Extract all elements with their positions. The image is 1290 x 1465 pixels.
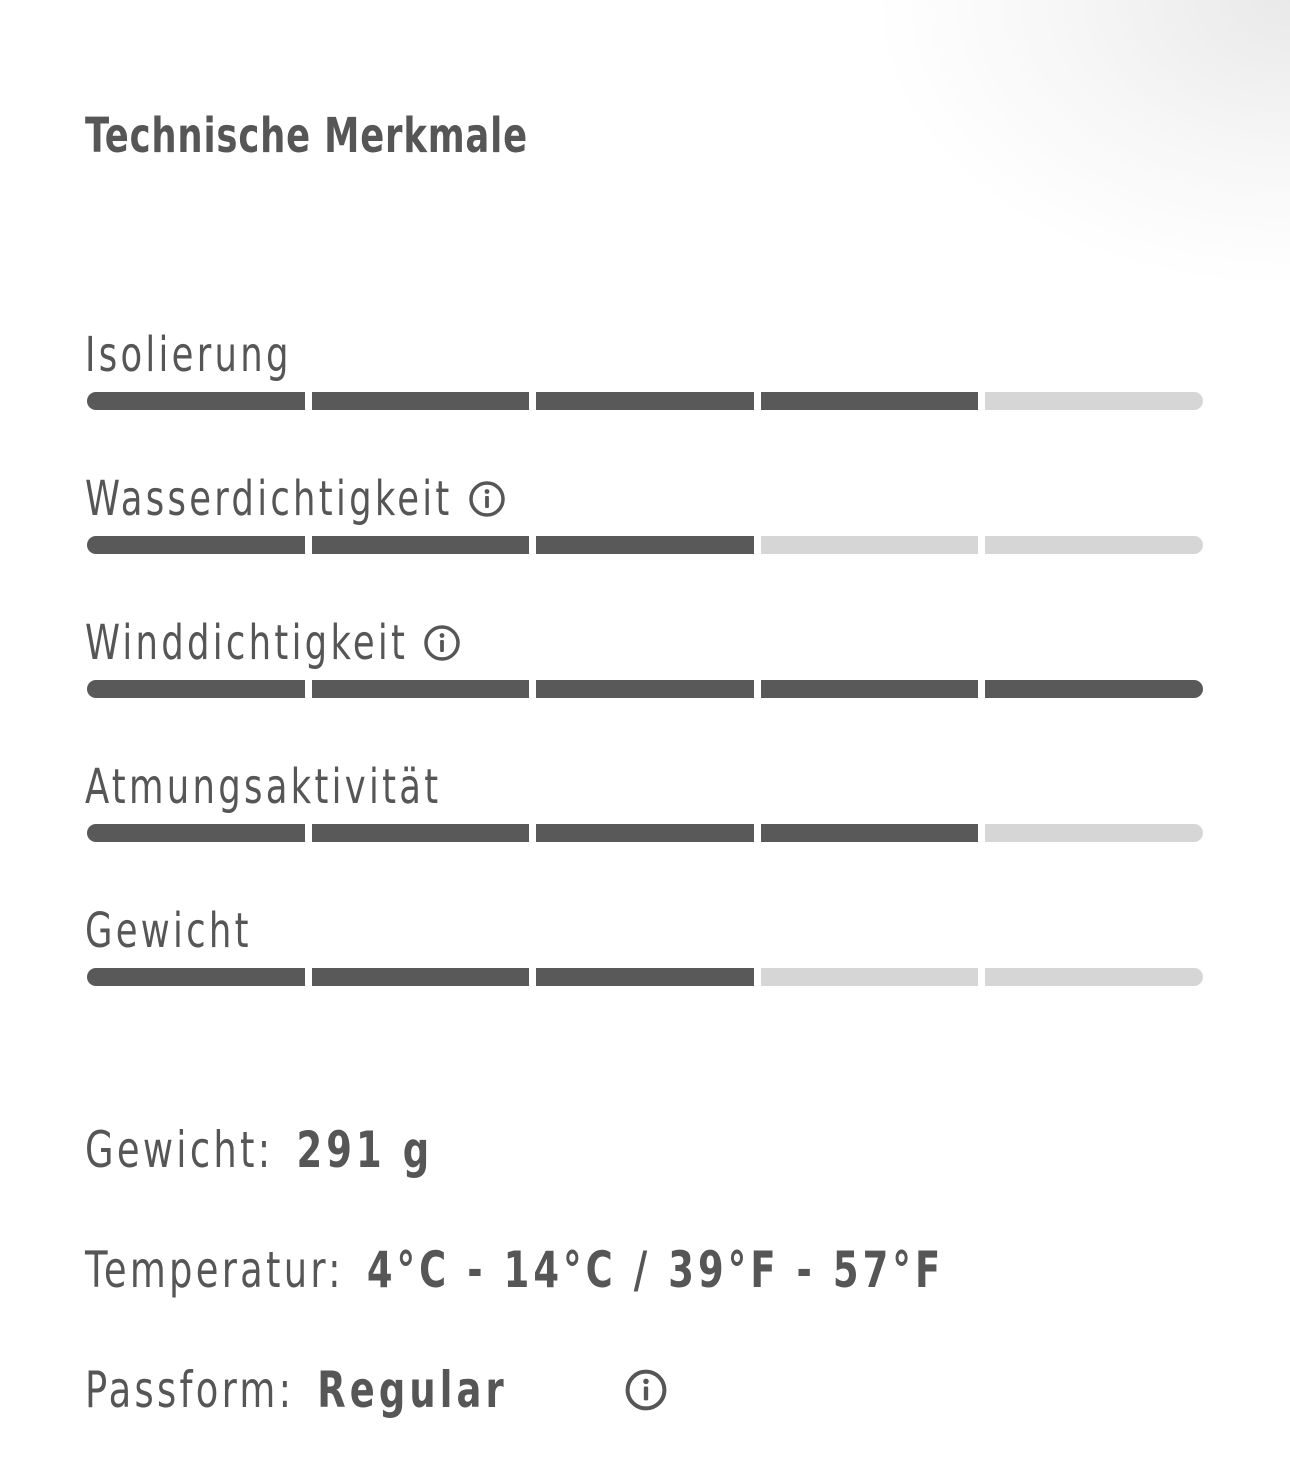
rating-segment-filled [312,968,530,986]
rating-segment-filled [761,392,979,410]
feature-label: Winddichtigkeit [85,615,409,671]
rating-segment-filled [536,680,754,698]
feature-row-atmungsaktivit-t [87,756,1203,900]
feature-row-gewicht [87,900,1203,1044]
info-circle-icon[interactable] [422,623,462,663]
spec-weight-label: Gewicht: [85,1121,274,1179]
feature-row-isolierung [87,324,1203,468]
rating-segment-filled [985,680,1203,698]
section-title: Technische Merkmale [85,108,528,164]
rating-bar [87,392,1203,410]
feature-label: Wasserdichtigkeit [85,471,453,527]
spec-weight [85,1090,1133,1210]
rating-segment-filled [312,392,530,410]
rating-segment-empty [761,536,979,554]
rating-segment-filled [536,968,754,986]
spec-temperature [85,1210,1133,1330]
spec-fit-label: Passform: [85,1361,295,1419]
spec-weight-value: 291 g [296,1121,434,1179]
info-circle-icon[interactable] [467,479,507,519]
rating-segment-filled [312,536,530,554]
feature-label: Atmungsaktivität [85,759,442,815]
rating-segment-empty [985,392,1203,410]
rating-segment-filled [536,536,754,554]
rating-segment-filled [761,680,979,698]
feature-label: Isolierung [85,327,292,383]
feature-label-row [85,612,479,674]
rating-segment-empty [985,536,1203,554]
rating-segment-filled [87,680,305,698]
rating-segment-filled [536,824,754,842]
spec-fit-value: Regular [317,1361,508,1419]
info-circle-icon[interactable] [623,1367,669,1413]
rating-segment-filled [312,680,530,698]
feature-row-winddichtigkeit [87,612,1203,756]
rating-bar [87,968,1203,986]
feature-label: Gewicht [85,903,252,959]
rating-segment-filled [87,392,305,410]
rating-segment-filled [761,824,979,842]
spec-fit [85,1330,1133,1450]
features-list [87,324,1203,1044]
rating-segment-filled [87,536,305,554]
rating-segment-empty [985,824,1203,842]
rating-segment-filled [87,968,305,986]
spec-temperature-value: 4°C - 14°C / 39°F - 57°F [366,1241,945,1299]
rating-bar [87,680,1203,698]
spec-temperature-label: Temperatur: [85,1241,344,1299]
rating-segment-filled [87,824,305,842]
feature-label-row [85,756,520,818]
rating-bar [87,536,1203,554]
rating-segment-filled [536,392,754,410]
feature-row-wasserdichtigkeit [87,468,1203,612]
specs-list [85,1090,1133,1450]
rating-segment-empty [985,968,1203,986]
feature-label-row [85,468,533,530]
feature-label-row [85,324,337,386]
rating-segment-empty [761,968,979,986]
feature-label-row [85,900,288,962]
rating-bar [87,824,1203,842]
rating-segment-filled [312,824,530,842]
